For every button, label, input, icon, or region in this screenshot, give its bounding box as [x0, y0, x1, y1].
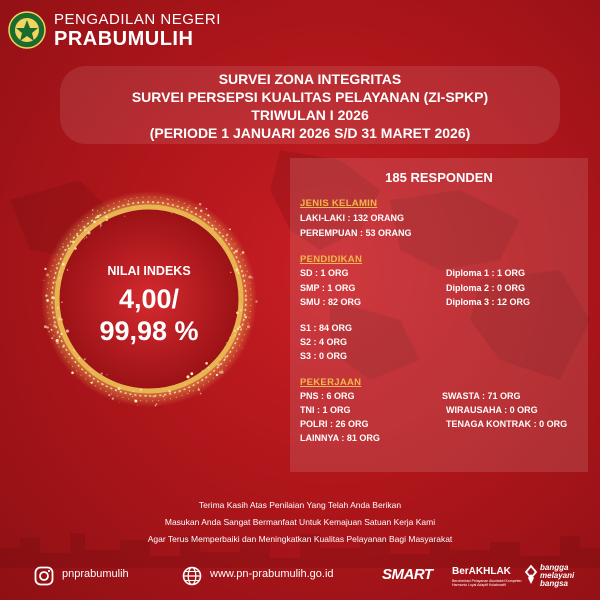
occupation-pns: PNS : 6 ORG	[300, 391, 355, 401]
sparkle	[76, 238, 77, 239]
education-s2: S2 : 4 ORG	[300, 337, 348, 347]
sparkle	[118, 387, 121, 390]
sparkle	[100, 372, 102, 374]
sparkle	[200, 210, 202, 212]
sparkle	[132, 396, 133, 397]
sparkle	[62, 246, 64, 248]
occupation-tenaga-kontrak: TENAGA KONTRAK : 0 ORG	[446, 419, 568, 429]
sparkle	[226, 234, 228, 236]
sparkle	[168, 390, 170, 392]
sparkle	[224, 359, 226, 361]
court-logo-icon	[8, 11, 46, 49]
occupation-tni: TNI : 1 ORG	[300, 405, 351, 415]
sparkle	[216, 374, 218, 376]
education-label: PENDIDIKAN	[300, 254, 363, 265]
sparkle	[74, 247, 76, 249]
header-text	[54, 11, 221, 50]
title-line2: SURVEI PERSEPSI KUALITAS PELAYANAN (ZI-SPKP)	[131, 89, 489, 105]
sparkle	[93, 374, 94, 375]
sparkle	[242, 251, 245, 254]
sparkle	[78, 357, 80, 359]
title-line3: TRIWULAN I 2026	[251, 107, 369, 123]
sparkle	[66, 249, 67, 250]
instagram-handle[interactable]: pnprabumulih	[62, 568, 129, 580]
sparkle	[156, 403, 158, 405]
index-label: NILAI INDEKS	[107, 264, 191, 278]
footer	[0, 556, 600, 596]
title-panel	[60, 66, 560, 144]
sparkle	[112, 397, 114, 399]
sparkle	[107, 374, 108, 375]
smart-logo: SMART	[382, 566, 433, 583]
sparkle	[90, 369, 91, 370]
sparkle	[186, 375, 189, 378]
website-link[interactable]: www.pn-prabumulih.go.id	[210, 568, 334, 580]
sparkle	[108, 394, 110, 396]
title-line4: (PERIODE 1 JANUARI 2026 S/D 31 MARET 2026)	[149, 125, 471, 141]
gender-label: JENIS KELAMIN	[300, 198, 378, 209]
berakhlak-logo: BerAKHLAK	[452, 566, 511, 577]
bangga-line2: melayani	[540, 571, 575, 580]
education-d2: Diploma 2 : 0 ORG	[446, 283, 526, 293]
occupation-wirausaha: WIRAUSAHA : 0 ORG	[446, 405, 538, 415]
sparkle	[229, 228, 231, 230]
sparkle	[242, 348, 243, 349]
education-sd: SD : 1 ORG	[300, 268, 349, 278]
sparkle	[137, 405, 138, 406]
sparkle	[198, 389, 200, 391]
education-s3: S3 : 0 ORG	[300, 351, 348, 361]
sparkle	[124, 216, 125, 217]
globe-icon[interactable]	[182, 566, 202, 586]
sparkle	[195, 207, 197, 209]
sparkle	[92, 209, 93, 210]
sparkle	[167, 199, 168, 200]
gender-male: LAKI-LAKI : 132 ORANG	[300, 213, 405, 223]
education-smp: SMP : 1 ORG	[300, 283, 356, 293]
education-d3: Diploma 3 : 12 ORG	[446, 297, 531, 307]
sparkle	[97, 215, 100, 218]
occupation-polri: POLRI : 26 ORG	[300, 419, 369, 429]
sparkle	[192, 219, 194, 221]
sparkle	[202, 370, 203, 371]
sparkle	[217, 363, 220, 366]
sparkle	[190, 372, 193, 375]
sparkle	[55, 282, 56, 283]
bangga-melayani-icon	[524, 564, 538, 586]
sparkle	[179, 209, 180, 210]
sparkle	[208, 367, 210, 369]
sparkle	[146, 395, 147, 396]
bangga-melayani-bangsa	[540, 564, 574, 588]
sparkle	[103, 384, 104, 385]
index-ring	[38, 188, 260, 410]
sparkle	[119, 402, 120, 403]
sparkle	[226, 238, 227, 239]
sparkle	[155, 405, 156, 406]
thanks-line3: Agar Terus Memperbaiki dan Meningkatkan Kualitas Pelayanan Bagi Masyarakat	[147, 534, 453, 544]
sparkle	[219, 371, 222, 374]
occupation-label: PEKERJAAN	[300, 377, 362, 388]
occupation-swasta: SWASTA : 71 ORG	[442, 391, 521, 401]
title-line1: SURVEI ZONA INTEGRITAS	[218, 71, 402, 87]
respondent-panel	[290, 158, 588, 472]
thanks-line2: Masukan Anda Sangat Bermanfaat Untuk Kemajuan Satuan Kerja Kami	[164, 517, 436, 527]
sparkle	[224, 356, 227, 359]
instagram-icon[interactable]	[34, 566, 54, 586]
thanks-line1: Terima Kasih Atas Penilaian Yang Telah Anda Berikan	[198, 500, 402, 510]
sparkle	[178, 391, 180, 393]
education-s1: S1 : 84 ORG	[300, 323, 353, 333]
sparkle	[71, 372, 74, 375]
sparkle	[77, 235, 79, 237]
sparkle	[84, 358, 86, 360]
sparkle	[106, 219, 108, 221]
sparkle	[219, 359, 220, 360]
sparkle	[73, 349, 75, 351]
sparkle	[43, 280, 44, 281]
sparkle	[207, 214, 209, 216]
sparkle	[162, 395, 164, 397]
sparkle	[100, 227, 101, 228]
sparkle	[199, 203, 202, 206]
header	[8, 6, 221, 54]
gender-female: PEREMPUAN : 53 ORANG	[300, 228, 412, 238]
sparkle	[75, 354, 76, 355]
sparkle	[88, 232, 91, 235]
sparkle	[134, 207, 135, 208]
sparkle	[68, 248, 69, 249]
sparkle	[152, 395, 154, 397]
occupation-lainnya: LAINNYA : 81 ORG	[300, 433, 380, 443]
sparkle	[206, 208, 208, 210]
sparkle	[220, 238, 221, 239]
sparkle	[212, 228, 214, 230]
sparkle	[171, 212, 172, 213]
sparkle	[134, 400, 137, 403]
index-value-score: 4,00/	[118, 284, 180, 314]
sparkle	[140, 389, 143, 392]
sparkle	[138, 202, 139, 203]
sparkle	[205, 362, 208, 365]
sparkle	[84, 227, 87, 230]
sparkle	[128, 200, 129, 201]
sparkle	[189, 390, 190, 391]
berakhlak-subtitle: Berorientasi Pelayanan Akuntabel Kompeten Harmonis Loyal Adaptif Kolaboratif	[452, 579, 522, 587]
sparkle	[200, 393, 202, 395]
sparkle	[185, 384, 186, 385]
sparkle	[99, 223, 101, 225]
sparkle	[187, 206, 189, 208]
sparkle	[93, 220, 96, 223]
respondent-count: 185 RESPONDEN	[385, 170, 493, 185]
court-name-line1: PENGADILAN NEGERI	[54, 10, 221, 28]
court-name-line2: PRABUMULIH	[54, 27, 194, 50]
education-smu: SMU : 82 ORG	[300, 297, 362, 307]
bangga-line1: bangga	[540, 563, 569, 572]
sparkle	[105, 215, 108, 218]
sparkle	[133, 391, 135, 393]
sparkle	[86, 236, 88, 238]
sparkle	[84, 238, 85, 239]
education-d1: Diploma 1 : 1 ORG	[446, 268, 526, 278]
sparkle	[91, 382, 93, 384]
sparkle	[235, 250, 238, 253]
bangga-line3: bangsa	[540, 579, 569, 588]
index-value-percent: 99,98 %	[99, 316, 199, 346]
thanks-message	[0, 497, 600, 548]
sparkle	[72, 240, 75, 243]
